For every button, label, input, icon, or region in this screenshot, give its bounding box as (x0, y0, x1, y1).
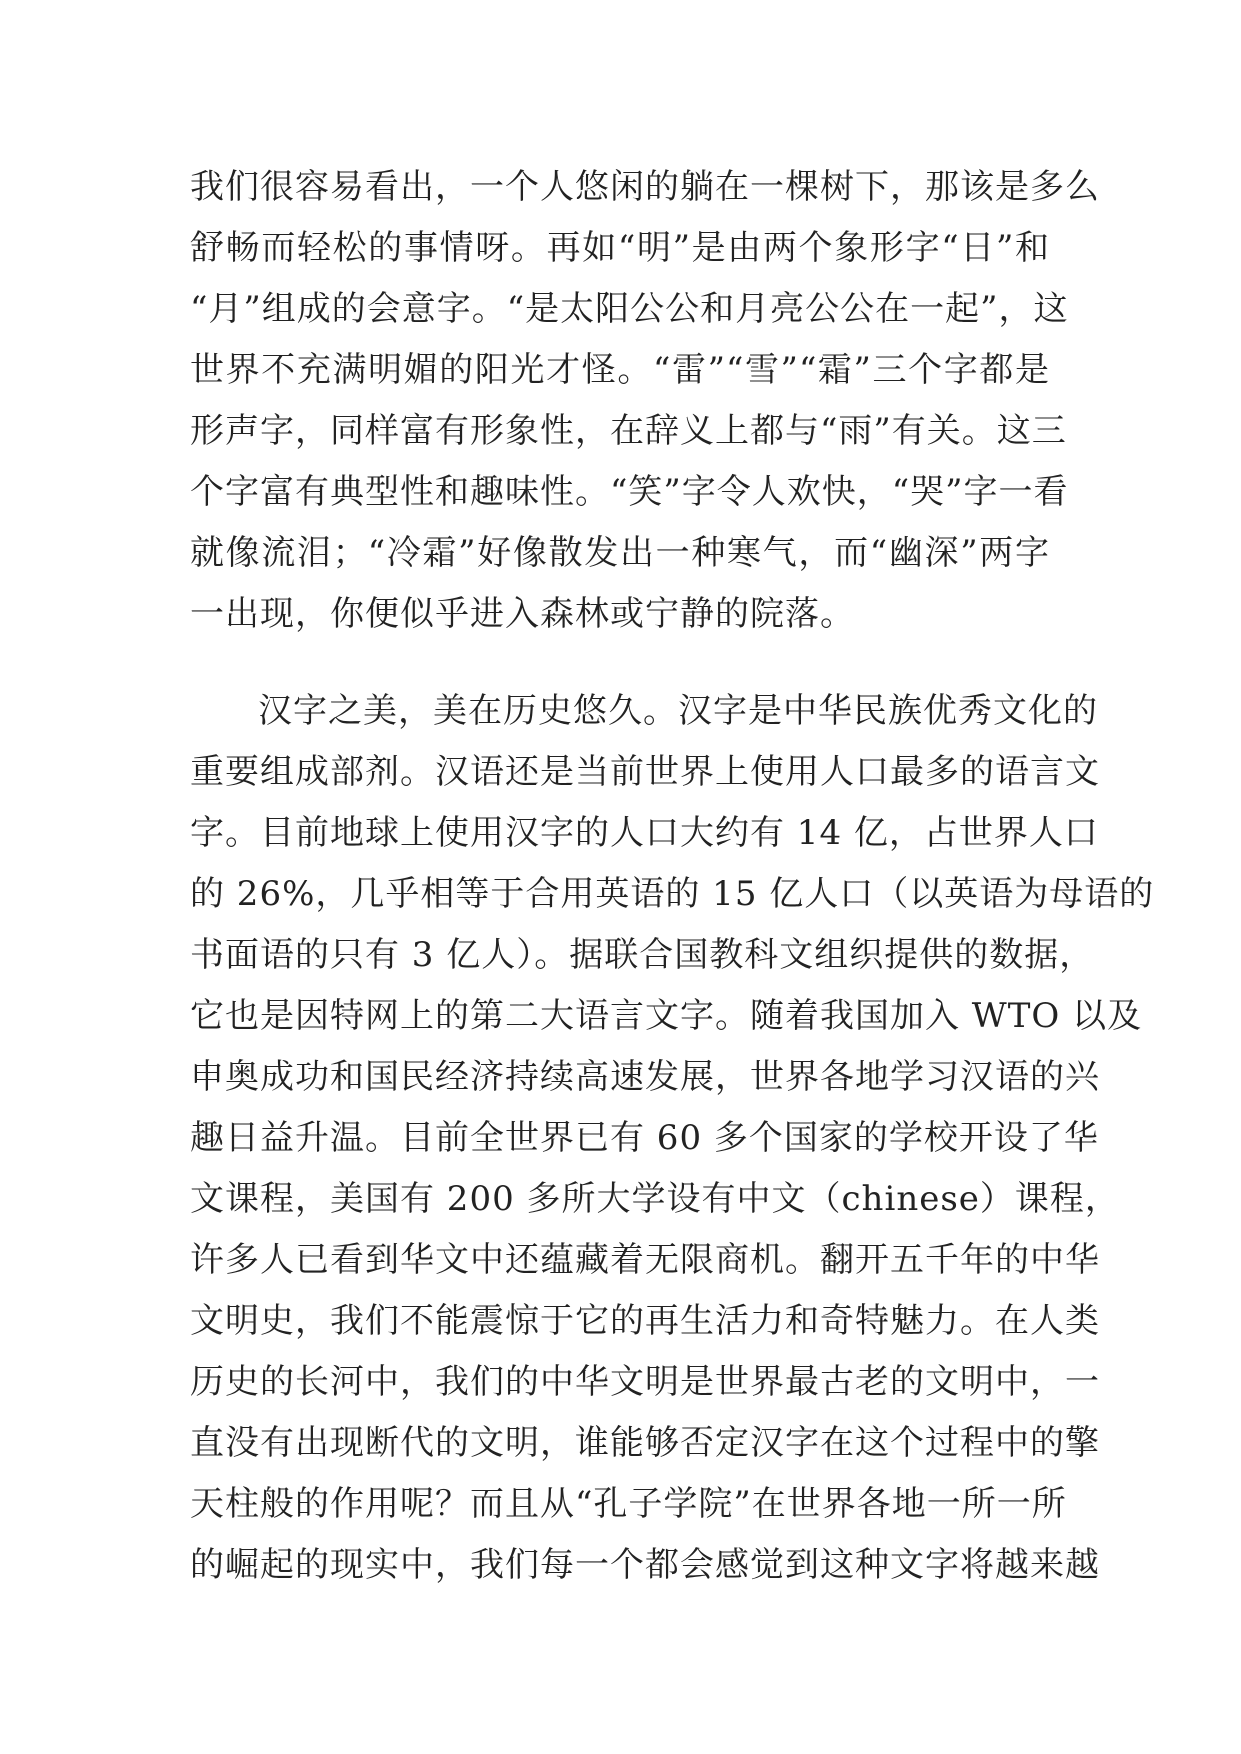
paragraph-line: 世界不充满明媚的阳光才怪。“雷”“雪”“霜”三个字都是 (190, 350, 1050, 390)
paragraph-line: 直没有出现断代的文明，谁能够否定汉字在这个过程中的擎 (190, 1423, 1100, 1463)
paragraph-line: 文课程，美国有 200 多所大学设有中文（chinese）课程， (190, 1179, 1120, 1219)
paragraph-line: 许多人已看到华文中还蕴藏着无限商机。翻开五千年的中华 (190, 1240, 1100, 1280)
paragraph-1 (190, 157, 1100, 645)
paragraph-line: 形声字，同样富有形象性，在辞义上都与“雨”有关。这三 (190, 411, 1067, 451)
paragraph-line: 的 26%，几乎相等于合用英语的 15 亿人口（以英语为母语的 (190, 874, 1155, 914)
paragraph-2 (190, 681, 1155, 1596)
paragraph-line: 汉字之美，美在历史悠久。汉字是中华民族优秀文化的 (258, 691, 1098, 731)
paragraph-line: 的崛起的现实中，我们每一个都会感觉到这种文字将越来越 (190, 1545, 1100, 1585)
paragraph-line: 历史的长河中，我们的中华文明是世界最古老的文明中，一 (190, 1362, 1100, 1402)
paragraph-line: 申奥成功和国民经济持续高速发展，世界各地学习汉语的兴 (190, 1057, 1100, 1097)
paragraph-line: 它也是因特网上的第二大语言文字。随着我国加入 WTO 以及 (190, 996, 1143, 1036)
paragraph-line: 趣日益升温。目前全世界已有 60 多个国家的学校开设了华 (190, 1118, 1099, 1158)
paragraph-line: 舒畅而轻松的事情呀。再如“明”是由两个象形字“日”和 (190, 228, 1050, 268)
paragraph-line: 书面语的只有 3 亿人）。据联合国教科文组织提供的数据， (190, 935, 1095, 975)
paragraph-line: 天柱般的作用呢？而且从“孔子学院”在世界各地一所一所 (190, 1484, 1067, 1524)
paragraph-line: 一出现，你便似乎进入森林或宁静的院落。 (190, 594, 855, 634)
paragraph-line: 字。目前地球上使用汉字的人口大约有 14 亿，占世界人口 (190, 813, 1099, 853)
paragraph-line: 个字富有典型性和趣味性。“笑”字令人欢快，“哭”字一看 (190, 472, 1069, 512)
paragraph-line: 文明史，我们不能震惊于它的再生活力和奇特魅力。在人类 (190, 1301, 1100, 1341)
paragraph-line: 重要组成部剂。汉语还是当前世界上使用人口最多的语言文 (190, 752, 1100, 792)
paragraph-line: 就像流泪；“冷霜”好像散发出一种寒气，而“幽深”两字 (190, 533, 1050, 573)
paragraph-line: “月”组成的会意字。“是太阳公公和月亮公公在一起”，这 (190, 289, 1069, 329)
paragraph-line: 我们很容易看出，一个人悠闲的躺在一棵树下，那该是多么 (190, 167, 1100, 207)
